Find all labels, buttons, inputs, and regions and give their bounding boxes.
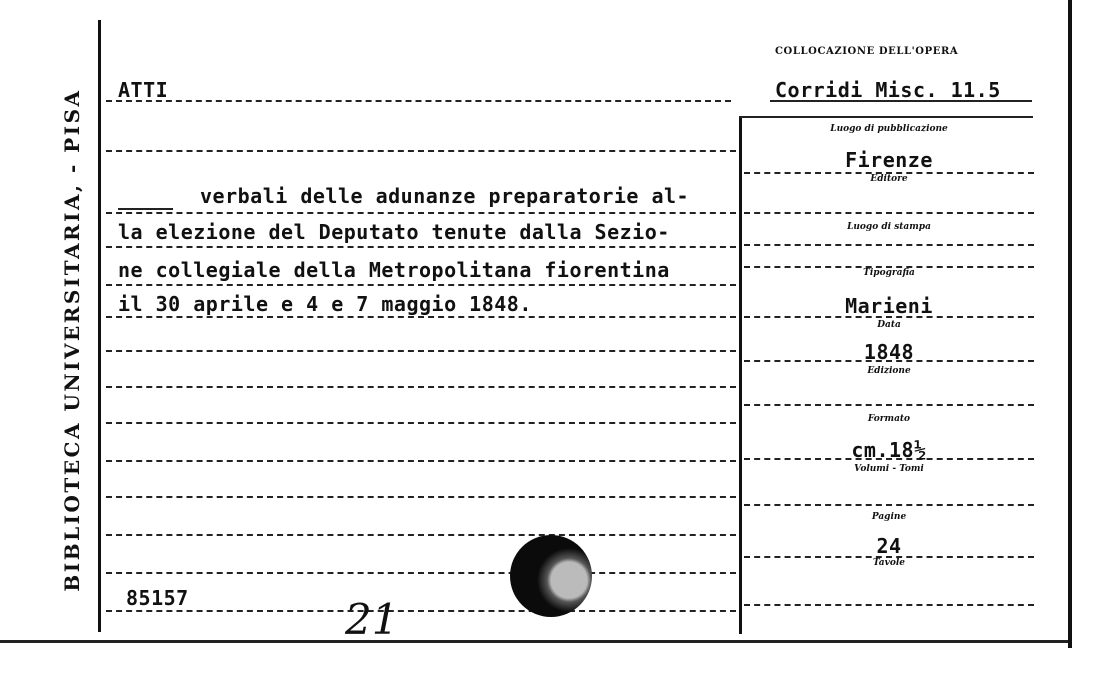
body-line-2: la elezione del Deputato tenute dalla Sezio- xyxy=(118,220,670,244)
handwritten-number: 21 xyxy=(345,595,399,644)
rule-line xyxy=(770,100,1032,102)
rule-line xyxy=(106,572,736,574)
rule-line xyxy=(106,422,736,424)
rule-line xyxy=(106,534,736,536)
right-edge-rule xyxy=(1068,0,1072,648)
luogo-pubblicazione-label: Luogo di pubblicazione xyxy=(830,124,948,134)
rule-line xyxy=(118,208,173,210)
pagine-label: Pagine xyxy=(871,512,907,522)
data-label: Data xyxy=(877,320,901,330)
library-name: BIBLIOTECA UNIVERSITARIA, - PISA xyxy=(60,88,84,592)
rule-line xyxy=(744,404,1034,406)
rule-line xyxy=(106,496,736,498)
rule-line xyxy=(739,116,1033,118)
rule-line xyxy=(106,460,736,462)
inventory-number: 85157 xyxy=(126,586,189,610)
rule-line xyxy=(106,316,736,318)
edizione-label: Edizione xyxy=(867,366,911,376)
title-word: ATTI xyxy=(118,78,169,102)
luogo-stampa-label: Luogo di stampa xyxy=(847,222,931,232)
collocazione-value: Corridi Misc. 11.5 xyxy=(775,78,1001,102)
tavole-label: Tavole xyxy=(872,558,906,568)
formato-value: cm.18½ xyxy=(851,438,927,462)
tipografia-label: Tipografia xyxy=(863,268,915,278)
rule-line xyxy=(106,100,731,102)
luogo-pubblicazione-value: Firenze xyxy=(845,148,933,172)
body-line-3: ne collegiale della Metropolitana fiorentina xyxy=(118,258,670,282)
data-value: 1848 xyxy=(863,340,915,364)
left-margin-rule xyxy=(98,20,101,632)
pagine-value: 24 xyxy=(876,534,902,558)
editore-label: Editore xyxy=(870,174,908,184)
rule-line xyxy=(106,212,736,214)
right-column-rule xyxy=(739,116,742,634)
collocazione-heading: COLLOCAZIONE DELL'OPERA xyxy=(775,46,959,57)
rule-line xyxy=(106,610,736,612)
rule-line xyxy=(106,350,736,352)
volumi-label: Volumi - Tomi xyxy=(854,464,924,474)
rule-line xyxy=(744,244,1034,246)
body-line-4: il 30 aprile e 4 e 7 maggio 1848. xyxy=(118,292,532,316)
formato-label: Formato xyxy=(867,414,911,424)
rule-line xyxy=(744,504,1034,506)
rule-line xyxy=(106,386,736,388)
tipografia-value: Marieni xyxy=(845,294,933,318)
rule-line xyxy=(106,284,736,286)
rule-line xyxy=(106,246,736,248)
body-line-1: verbali delle adunanze preparatorie al- xyxy=(200,184,690,208)
rule-line xyxy=(744,212,1034,214)
bottom-rule xyxy=(0,640,1068,643)
rule-line xyxy=(106,150,736,152)
ink-stamp-mark xyxy=(510,535,592,617)
rule-line xyxy=(744,604,1034,606)
